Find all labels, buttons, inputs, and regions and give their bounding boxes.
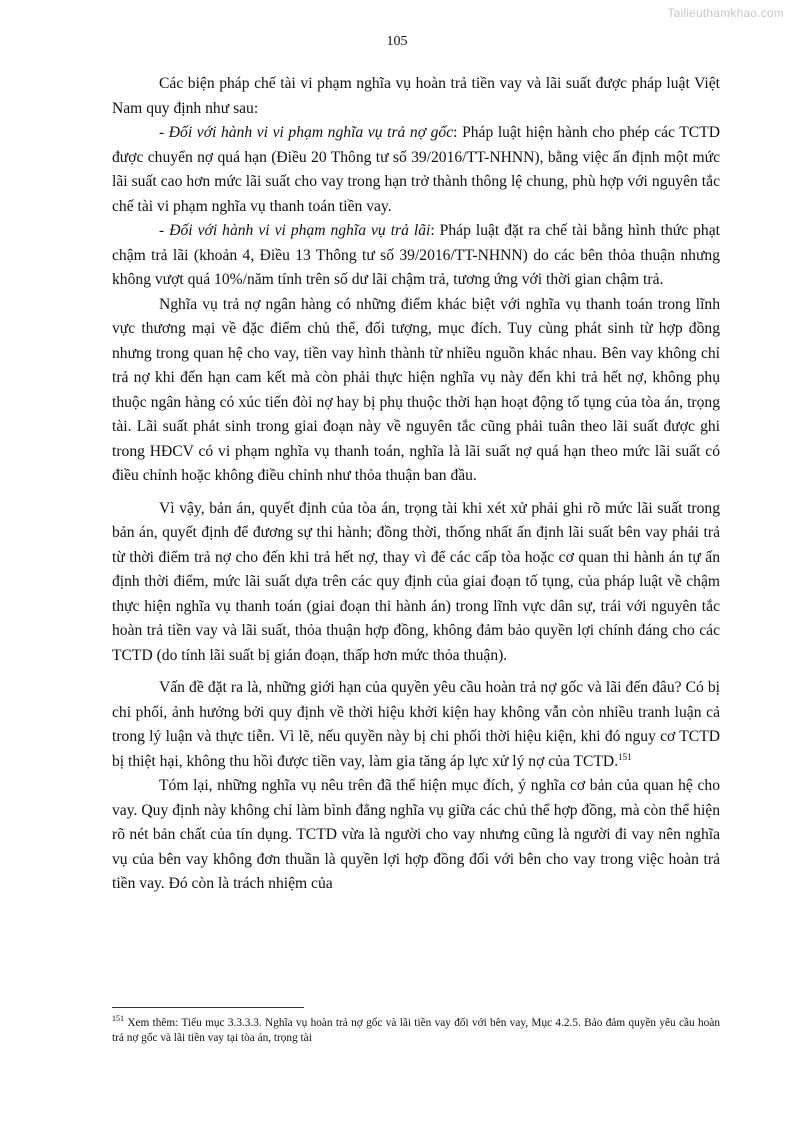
paragraph-bank-obligation: Nghĩa vụ trả nợ ngân hàng có những điểm khác biệt với nghĩa vụ thanh toán trong lĩnh vực thương mại về đặc điểm chủ thể, đối tượng, mục đích. Tuy cùng phát sinh từ hợp đồng nhưng trong quan hệ cho vay, tiền vay hình thành từ nhiều nguồn khác nhau. Bên vay không chỉ trả nợ khi đến hạn cam kết mà còn phải thực hiện nghĩa vụ này đến khi trả hết nợ, không phụ thuộc ngân hàng có xúc tiến đòi nợ hay bị phụ thuộc thời hạn hoạt động tố tụng của tòa án, trọng tài. Lãi suất phát sinh trong giai đoạn này về nguyên tắc cũng phải tuân theo lãi suất được ghi trong HĐCV có vi phạm nghĩa vụ thanh toán, nghĩa là lãi suất nợ quá hạn theo mức lãi suất có điều chỉnh hoặc không điều chỉnh như thỏa thuận ban đầu. (112, 295, 720, 484)
paragraph-intro: Các biện pháp chế tài vi phạm nghĩa vụ hoàn trả tiền vay và lãi suất được pháp luật Việt Nam quy định như sau: (112, 75, 720, 117)
dash: - (159, 222, 170, 239)
body-text (112, 72, 720, 897)
dash: - (159, 124, 169, 141)
footnote-divider (112, 1007, 304, 1008)
footnote-number: 151 (112, 1014, 124, 1024)
paragraph-text: Vấn đề đặt ra là, những giới hạn của quyền yêu cầu hoàn trả nợ gốc và lãi đến đâu? Có bị chi phối, ảnh hưởng bởi quy định về thời hiệu khởi kiện hay không vẫn còn nhiều tranh luận cả trong lý luận và thực tiễn. Vì lẽ, nếu quyền này bị chi phối thời hiệu kiện, khi đó nguy cơ TCTD bị thiệt hại, không thu hồi được tiền vay, làm gia tăng áp lực xử lý nợ của TCTD. (112, 679, 720, 770)
italic-heading: Đối với hành vi vi phạm nghĩa vụ trả lãi (169, 222, 431, 239)
paragraph-issue (112, 676, 720, 774)
paragraph-principal-violation (112, 121, 720, 219)
paragraph-conclusion: Tóm lại, những nghĩa vụ nêu trên đã thể hiện mục đích, ý nghĩa cơ bản của quan hệ cho vay. Quy định này không chỉ làm bình đẳng nghĩa vụ giữa các chủ thể hợp đồng, mà còn thể hiện rõ nét bản chất của tín dụng. TCTD vừa là người cho vay nhưng cũng là người đi vay nên nghĩa vụ của bên vay không đơn thuần là quyền lợi hợp đồng đối với bên cho vay trong việc hoàn trả tiền vay. Đó còn là trách nhiệm của (112, 777, 720, 892)
paragraph-text: : Pháp luật hiện hành cho phép các TCTD được chuyển nợ quá hạn (Điều 20 Thông tư số 39/2016/TT-NHNN), bằng việc ấn định một mức lãi suất cao hơn mức lãi suất cho vay trong hạn trở thành thông lệ chung, phù hợp với nguyên tắc chế tài vi phạm nghĩa vụ thanh toán tiền vay. (112, 124, 720, 215)
page-number: 105 (386, 34, 408, 49)
footnote-text: Xem thêm: Tiểu mục 3.3.3.3. Nghĩa vụ hoàn trả nợ gốc và lãi tiền vay đối với bên vay, Mục 4.2.5. Bảo đảm quyền yêu cầu hoàn trả nợ gốc và lãi tiền vay tại tòa án, trọng tài (112, 1017, 720, 1044)
footnote (112, 1016, 720, 1046)
paragraph-interest-violation (112, 219, 720, 293)
paragraph-court-ruling: Vì vậy, bản án, quyết định của tòa án, trọng tài khi xét xử phải ghi rõ mức lãi suất trong bản án, quyết định để đương sự thi hành; đồng thời, thống nhất ấn định lãi suất bên vay phải trả từ thời điểm trả nợ cho đến khi trả hết nợ, thay vì để các cấp tòa hoặc cơ quan thi hành án tự ấn định thời điểm, mức lãi suất dựa trên các quy định của giai đoạn tố tụng, của pháp luật về chậm thực hiện nghĩa vụ thanh toán (giai đoạn thi hành án) trong lĩnh vực dân sự, trái với nguyên tắc hoàn trả tiền vay và lãi suất, thỏa thuận hợp đồng, không đảm bảo quyền lợi chính đáng cho các TCTD (do tính lãi suất bị gián đoạn, thấp hơn mức thỏa thuận). (112, 499, 720, 664)
italic-heading: Đối với hành vi vi phạm nghĩa vụ trả nợ gốc (168, 124, 454, 141)
footnote-reference[interactable]: 151 (618, 751, 632, 762)
watermark: Tailieuthamkhao.com (667, 6, 784, 20)
paragraph-text: : Pháp luật đặt ra chế tài bằng hình thức phạt chậm trả lãi (khoản 4, Điều 13 Thông tư số 39/2016/TT-NHNN) do các bên thỏa thuận nhưng không vượt quá 10%/năm tính trên số dư lãi chậm trả, tương ứng với thời gian chậm trả. (112, 222, 720, 288)
